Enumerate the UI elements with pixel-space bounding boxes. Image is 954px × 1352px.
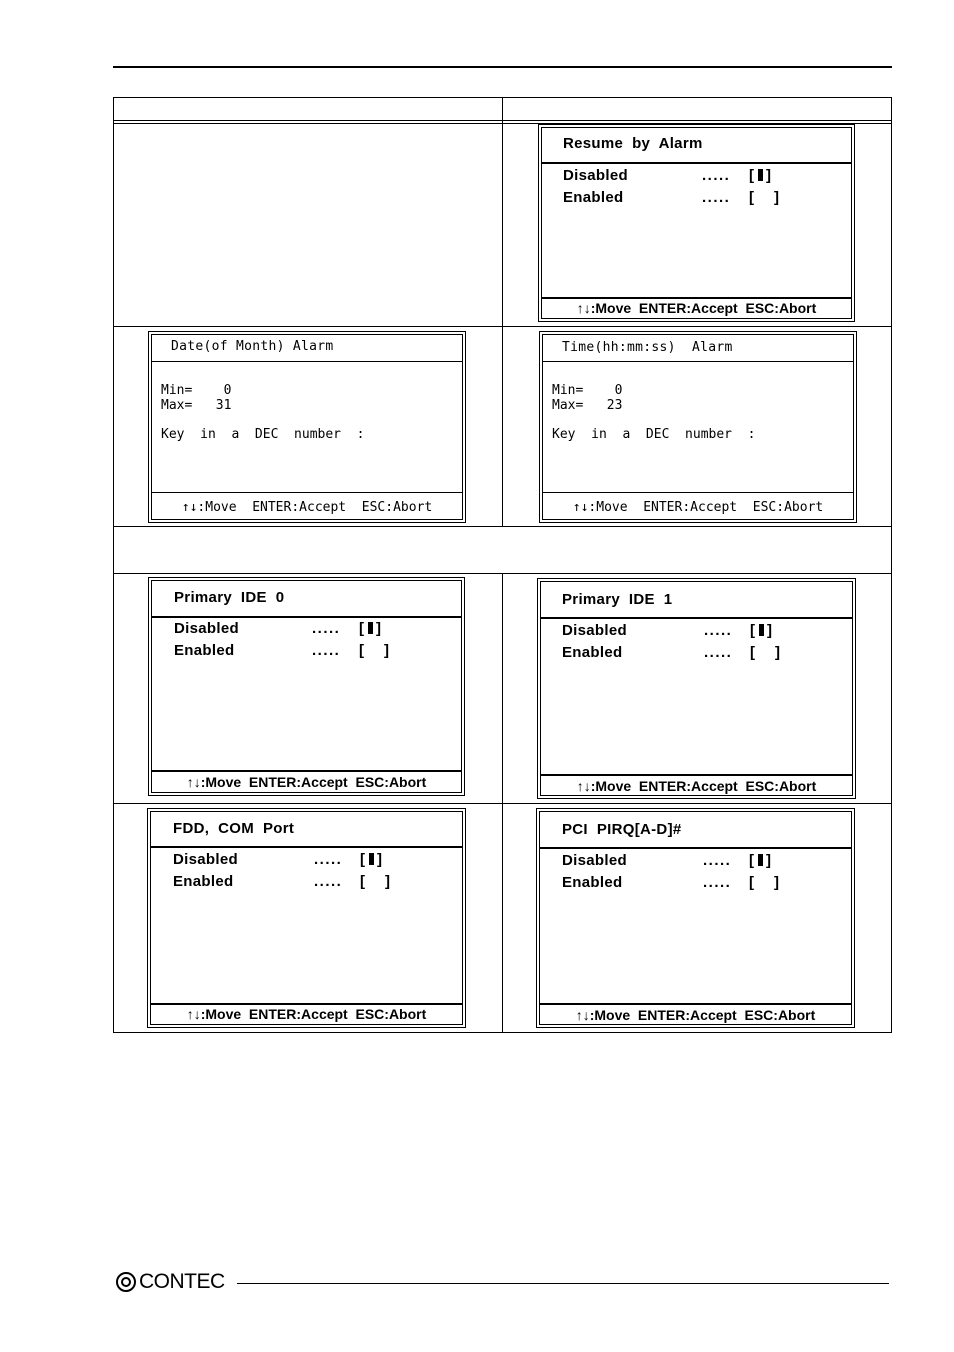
number-prompt[interactable]: Key in a DEC number : xyxy=(552,427,756,442)
option-enabled-checkbox[interactable]: [ ] xyxy=(359,642,389,659)
dialog-footer-help: ↑↓:Move ENTER:Accept ESC:Abort xyxy=(576,778,817,794)
dialog-title: Time(hh:mm:ss) Alarm xyxy=(562,340,733,355)
dialog-title: Primary IDE 0 xyxy=(174,589,285,606)
option-enabled-checkbox[interactable]: [ ] xyxy=(749,874,779,891)
dialog-footer-help: ↑↓:Move ENTER:Accept ESC:Abort xyxy=(572,500,824,515)
option-disabled-checkbox[interactable]: [ ] xyxy=(750,622,772,639)
dialog-footer-help: ↑↓:Move ENTER:Accept ESC:Abort xyxy=(575,1007,816,1023)
option-disabled-checkbox[interactable]: [ ] xyxy=(359,620,381,637)
option-enabled[interactable]: Enabled xyxy=(562,874,623,891)
dialog-footer-help: ↑↓:Move ENTER:Accept ESC:Abort xyxy=(186,1006,427,1022)
header-rule xyxy=(113,66,892,68)
table-col-divider xyxy=(502,573,503,1033)
date-alarm-dialog xyxy=(148,331,466,523)
option-disabled[interactable]: Disabled xyxy=(562,852,627,869)
option-disabled[interactable]: Disabled xyxy=(563,167,628,184)
table-border-left xyxy=(113,97,114,1033)
dialog-title: Resume by Alarm xyxy=(563,135,703,152)
option-disabled[interactable]: Disabled xyxy=(174,620,239,637)
primary-ide-1-dialog: Primary IDE 1 Disabled ..... [ ] Enabled ..... [ ] ↑↓:Move ENTER:Accept ESC:Abort xyxy=(537,578,856,799)
dialog-title: PCI PIRQ[A-D]# xyxy=(562,821,682,838)
dialog-title: Date(of Month) Alarm xyxy=(171,339,334,354)
option-enabled-checkbox[interactable]: [ ] xyxy=(750,644,780,661)
option-enabled[interactable]: Enabled xyxy=(174,642,235,659)
option-enabled[interactable]: Enabled xyxy=(173,873,234,890)
selected-cursor-icon xyxy=(758,854,763,866)
resume-by-alarm-dialog: Resume by Alarm Disabled ..... [ ] Enabled ..... [ ] ↑↓:Move ENTER:Accept ESC:Abort xyxy=(538,124,855,322)
selected-cursor-icon xyxy=(369,853,374,865)
dialog-title: Primary IDE 1 xyxy=(562,591,673,608)
min-value: Min= 0 xyxy=(161,383,232,398)
selected-cursor-icon xyxy=(758,169,763,181)
selected-cursor-icon xyxy=(759,624,764,636)
option-enabled[interactable]: Enabled xyxy=(562,644,623,661)
footer-rule xyxy=(237,1283,889,1284)
max-value: Max= 31 xyxy=(161,398,232,413)
option-enabled-checkbox[interactable]: [ ] xyxy=(749,189,779,206)
option-disabled[interactable]: Disabled xyxy=(562,622,627,639)
option-disabled[interactable]: Disabled xyxy=(173,851,238,868)
option-enabled[interactable]: Enabled xyxy=(563,189,624,206)
max-value: Max= 23 xyxy=(552,398,623,413)
dialog-footer-help: ↑↓:Move ENTER:Accept ESC:Abort xyxy=(181,500,433,515)
contec-logo xyxy=(116,1270,225,1294)
min-value: Min= 0 xyxy=(552,383,623,398)
contec-logo-icon xyxy=(116,1272,136,1292)
dialog-footer-help: ↑↓:Move ENTER:Accept ESC:Abort xyxy=(576,300,817,316)
fdd-com-port-dialog: FDD, COM Port Disabled ..... [ ] Enabled ..... [ ] ↑↓:Move ENTER:Accept ESC:Abort xyxy=(147,808,466,1028)
option-disabled-checkbox[interactable]: [ ] xyxy=(749,167,771,184)
option-disabled-checkbox[interactable]: [ ] xyxy=(749,852,771,869)
primary-ide-0-dialog: Primary IDE 0 Disabled ..... [ ] Enabled ..... [ ] ↑↓:Move ENTER:Accept ESC:Abort xyxy=(148,577,465,796)
dialog-title: FDD, COM Port xyxy=(173,820,295,837)
logo-text: CONTEC xyxy=(139,1270,225,1293)
table-col-divider xyxy=(502,97,503,527)
dialog-footer-help: ↑↓:Move ENTER:Accept ESC:Abort xyxy=(186,774,427,790)
pci-pirq-dialog: PCI PIRQ[A-D]# Disabled ..... [ ] Enabled ..... [ ] ↑↓:Move ENTER:Accept ESC:Abort xyxy=(536,808,855,1028)
time-alarm-dialog xyxy=(539,331,857,523)
number-prompt[interactable]: Key in a DEC number : xyxy=(161,427,365,442)
option-enabled-checkbox[interactable]: [ ] xyxy=(360,873,390,890)
selected-cursor-icon xyxy=(368,622,373,634)
table-border-right xyxy=(891,97,892,1033)
option-disabled-checkbox[interactable]: [ ] xyxy=(360,851,382,868)
